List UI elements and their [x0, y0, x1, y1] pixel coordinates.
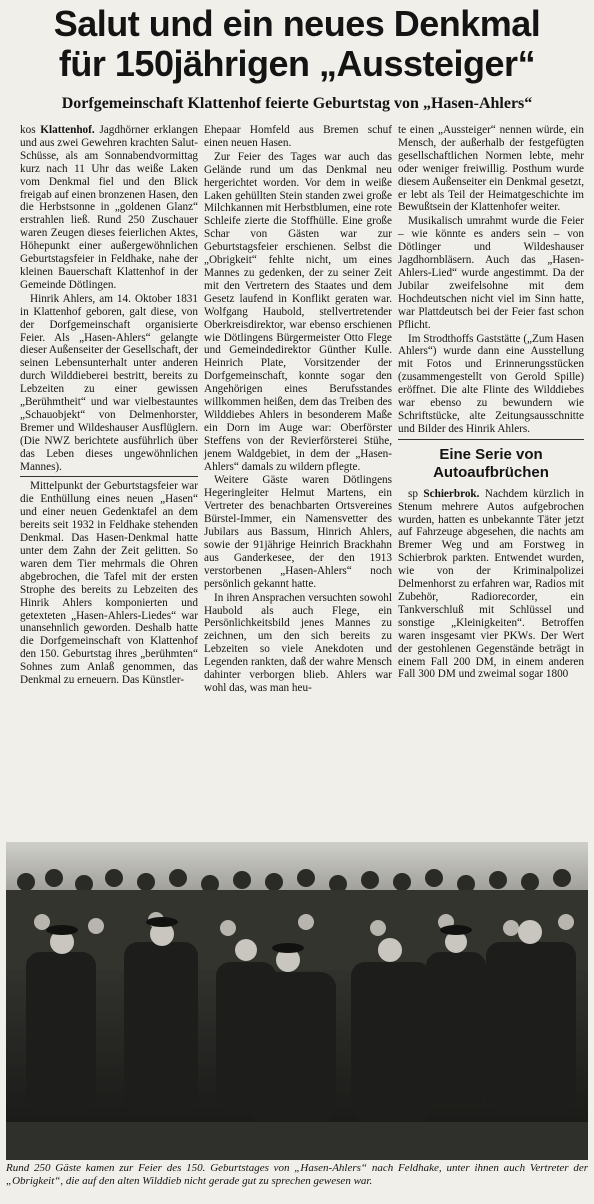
article-lead-text: Jagdhörner erklangen und aus zwei Gewehren krachten Salut-Schüsse, als am Sonnabendvormittag kurz nach 11 Uhr das weiße Laken vom Denkmal fiel und den Blick freigab auf einen bronzenen Hasen, den die Herbstsonne in „goldenen Glanz“ erstrahlen ließ. Rund 250 Zuschauer waren Zeugen dieses feierlichen Aktes, Höhepunkt einer außergewöhnlichen Geburtstagsfeier in Feldhake, nahe der kleinen Bauerschaft Klattenhof in der Gemeinde Dötlingen.: [20, 124, 199, 291]
dateline-prefix: kos: [20, 124, 36, 136]
sidebar-dateline-place: Schierbrok.: [423, 487, 480, 500]
article-paragraph: Weitere Gäste waren Dötlingens Hegeringleiter Helmut Martens, ein Vertreter des benachbarten Ortsvereines Bürstel-Immer, ein Namensvetter des Jubilars aus Bassum, Hinrich Ahlers, sowie der 91jährige Heinrich Brackhahn aus Ganderkesee, der den 1913 verstorbenen „Hasen-Ahlers“ noch persönlich gekannt hatte.: [204, 474, 392, 590]
article-paragraph: Zur Feier des Tages war auch das Gelände rund um das Denkmal neu hergerichtet worden. Vor dem in weiße Laken gehüllten Stein standen zwei große Milchkannen mit Herbstblumen, eine rote Schleife zierte die Stoffhülle. Eine große Schar von Gästen war zur Geburtstagsfeier erschienen. Selbst die „Obrigkeit“ fehlte nicht, um eines Mannes zu gedenken, der zu seiner Zeit mit den Vertretern des Staates und dem Gesetz laufend in Konflikt geraten war. Wolfgang Haubold, stellvertretender Oberkreisdirektor, war ebenso erschienen wie Dötlingens Bürgermeister Otto Flege und Gemeindedirektor Günther Kulle. Heinrich Plate, Vorsitzender der Dorfgemeinschaft, konnte sogar den Angehörigen eines Berufsstandes willkommen heißen, dem das Treiben des Wilddiebes Ahlers in besonderem Maße ein Dorn im Auge war: Oberförster Steffens von der Revierförsterei Stühe, jenem Waldgebiet, in dem der „Hasen-Ahlers“ damals zu wildern pflegte.: [204, 150, 392, 473]
headline-line-1: Salut und ein neues Denkmal: [53, 3, 541, 44]
article-column-3: [398, 124, 584, 682]
headline: [4, 4, 590, 84]
article-paragraph: Ehepaar Homfeld aus Bremen schuf einen neuen Hasen.: [204, 124, 392, 149]
dateline-place: Klattenhof.: [40, 124, 95, 136]
article-paragraph: In ihren Ansprachen versuchten sowohl Haubold als auch Flege, ein Persönlichkeitsbild jenes Mannes zu zeichnen, um den sich bereits zu Lebzeiten so viele Anekdoten und Legenden rankten, daß der wahre Mensch dahinter verborgen blieb. Ahlers war wohl das, was man heu-: [204, 591, 392, 694]
article-column-1: [20, 124, 198, 688]
sidebar-divider: [398, 439, 584, 440]
article-paragraph: te einen „Aussteiger“ nennen würde, ein Mensch, der außerhalb der festgefügten gesellschaftlichen Normen lebte, mehr oder weniger freiwillig. Posthum wurde diesem Außenseiter ein Denkmal gesetzt, er lebt als Teil der Heimatgeschichte im Bewußtsein der Klattenhofer weiter.: [398, 124, 584, 214]
sidebar-headline-line-2: Autoaufbrüchen: [433, 463, 549, 481]
article-paragraph: Im Strodthoffs Gaststätte („Zum Hasen Ahlers“) wurde dann eine Ausstellung mit Fotos und Erinnerungsstücken (zusammengestellt von Gerold Spille) eröffnet. Die alte Flinte des Wilddiebes war ebenso zu bewundern wie Schriftstücke, alte Zeitungsausschnitte und Bilder des Hinrik Ahlers.: [398, 332, 584, 435]
headline-line-2: für 150jährigen „Aussteiger“: [58, 43, 536, 84]
article-paragraph: Hinrik Ahlers, am 14. Oktober 1831 in Klattenhof geboren, galt diese, von der Dorfgemeinschaft organisierte Feier. Als „Hasen-Ahlers“ gelangte dieser Außenseiter der Gesellschaft, der seinen Lebensunterhalt unter anderen durch Wilddieberei bestritt, bereits zu Lebzeiten zu einer gewissen „Berühmtheit“ und war vielbestauntes „Schauobjekt“ von Delmenhorster, Bremer und Wildeshauser Ausflüglern. (Die NWZ berichtete ausführlich über das Leben dieses ungewöhnlichen Mannes).: [20, 292, 198, 473]
column-divider: [20, 476, 198, 477]
article-paragraph: Mittelpunkt der Geburtstagsfeier war die Enthüllung eines neuen „Hasen“ und einer neuen Gedenktafel an dem bereits seit 1932 in Feldhake stehenden Denkmal. Das Hasen-Denkmal hatte unter dem Zahn der Zeit gelitten. So waren dem Tier mehrmals die Ohren abgebrochen, die Tafel mit der ersten Strophe des bereits zu Lebzeiten des Hinrik Ahlers komponierten und getexteten „Hasen-Ahlers-Liedes“ war unansehnlich geworden. Deshalb hatte die Dorfgemeinschaft von Klattenhof den 150. Geburtstag ihres „berühmten“ Sohnes zum Anlaß genommen, das Denkmal zu erneuern. Das Künstler-: [20, 480, 198, 687]
sidebar-paragraph: [398, 488, 584, 682]
sidebar-headline: [398, 446, 584, 482]
sidebar-body: Nachdem kürzlich in Stenum mehrere Autos aufgebrochen wurden, hatten es unbekannte Täter jetzt auf Fahrzeuge abgesehen, die nachts am Bremer Weg und am Forstweg in Schierbrok parkten. Entwendet wurden, wie von der Kriminalpolizei Delmenhorst zu erfahren war, Radios mit Zubehör, Radiorecorder, ein Tankverschluß mit Schlüssel und sonstige „Kleinigkeiten“. Betroffen waren insgesamt vier PKWs. Der Wert der gestohlenen Gegenstände beträgt in einem Fall 200 DM, in einem anderen Fall 300 DM und zweimal sogar 1800: [398, 487, 585, 681]
crowd-photo: [6, 842, 588, 1160]
article-paragraph: [20, 124, 198, 292]
article-paragraph: Musikalisch umrahmt wurde die Feier – wie könnte es anders sein – von Dötlinger und Wildeshauser Jagdhornbläsern. Auch das „Hasen-Ahlers-Lied“ wurde angestimmt. Da der Jubilar zweifelsohne mit dem Hochdeutschen nicht viel im Sinn hatte, war Plattdeutsch bei der Feier fast schon Pflicht.: [398, 215, 584, 331]
sidebar-dateline-prefix: sp: [408, 487, 418, 500]
photo-caption: Rund 250 Gäste kamen zur Feier des 150. Geburtstages von „Hasen-Ahlers“ nach Feldhake, unter ihnen auch Vertreter der „Obrigkeit“, die auf den alten Wilddieb nicht gerade gut zu sprechen gewesen war.: [6, 1162, 588, 1187]
crowd-photo-image: [6, 842, 588, 1160]
article-column-2: [204, 124, 392, 696]
subheadline: Dorfgemeinschaft Klattenhof feierte Geburtstag von „Hasen-Ahlers“: [61, 95, 533, 112]
sidebar-headline-line-1: Eine Serie von: [439, 445, 543, 463]
